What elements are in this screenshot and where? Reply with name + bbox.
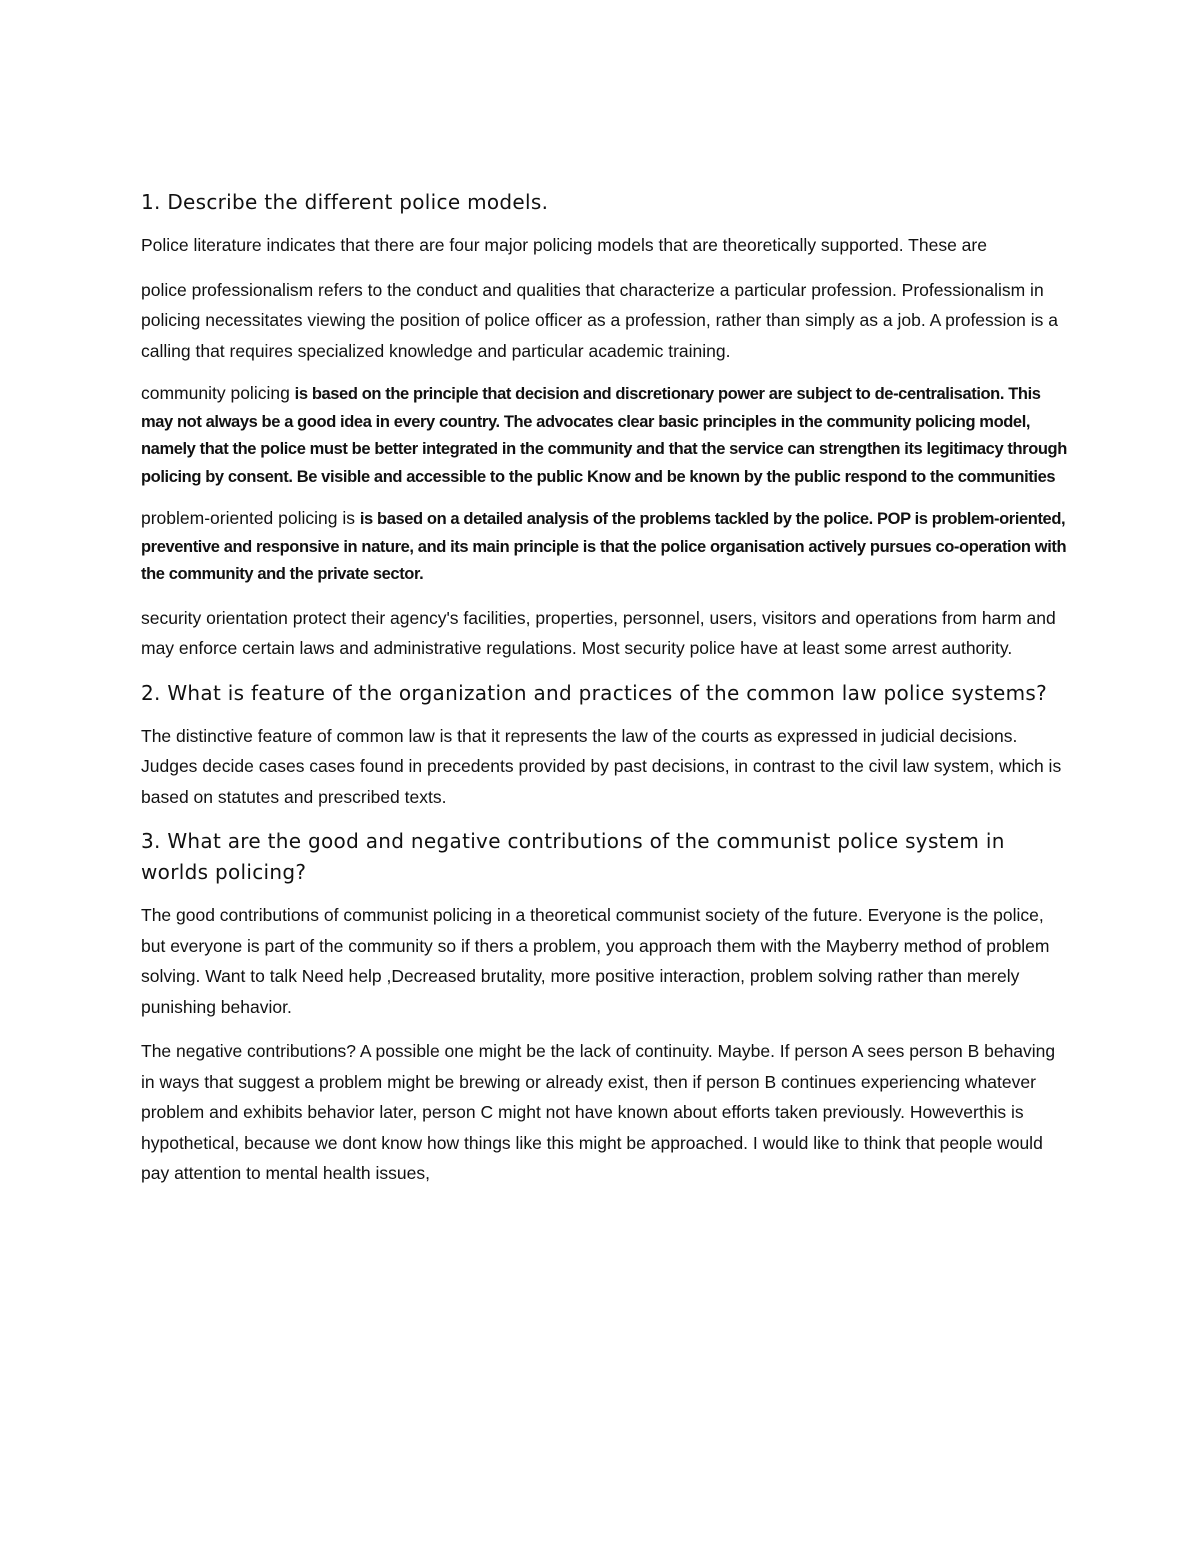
professionalism-paragraph: police professionalism refers to the conduct and qualities that characterize a particular profession. Professionalism in policing necessitates viewing the position of police officer as a profession, rather than simply as a job. A profession is a calling that requires specialized knowledge and particular academic training. [141, 279, 1058, 361]
document-body [141, 187, 1071, 1203]
community-policing-body: is based on the principle that decision and discretionary power are subject to de-centralisation. This may not always be a good idea in every country. The advocates clear basic principles in the community policing model, namely that the police must be better integrated in the community and that the service can strengthen its legitimacy through policing by consent. Be visible and accessible to the public Know and be known by the public respond to the communities [141, 385, 1067, 486]
community-policing-lead: community policing [141, 383, 295, 403]
problem-oriented-paragraph [141, 505, 1071, 589]
q3-good-paragraph: The good contributions of communist policing in a theoretical communist society of the future. Everyone is the police, but everyone is part of the community so if thers a problem, you approach them with the Mayberry method of problem solving. Want to talk Need help ,Decreased brutality, more positive interaction, problem solving rather than merely punishing behavior. [141, 905, 1050, 1017]
question-1-heading: 1. Describe the different police models. [141, 190, 549, 214]
q2-answer-paragraph: The distinctive feature of common law is that it represents the law of the courts as expressed in judicial decisions. Judges decide cases cases found in precedents provided by past decisions, in contrast to the civil law system, which is based on statutes and prescribed texts. [141, 725, 1062, 807]
security-orientation-paragraph: security orientation protect their agency's facilities, properties, personnel, users, visitors and operations from harm and may enforce certain laws and administrative regulations. Most security police have at least some arrest authority. [141, 607, 1056, 658]
question-3-heading: 3. What are the good and negative contributions of the communist police system in worlds policing? [141, 829, 1005, 884]
problem-oriented-lead: problem-oriented policing is [141, 508, 360, 528]
q3-negative-paragraph: The negative contributions? A possible one might be the lack of continuity. Maybe. If person A sees person B behaving in ways that suggest a problem might be brewing or already exist, then if person B continues experiencing whatever problem and exhibits behavior later, person C might not have known about efforts taken previously. Howeverthis is hypothetical, because we dont know how things like this might be approached. I would like to think that people would pay attention to mental health issues, [141, 1041, 1056, 1183]
question-2-heading: 2. What is feature of the organization and practices of the common law police systems? [141, 680, 1048, 705]
community-policing-paragraph [141, 380, 1071, 491]
q1-intro-paragraph: Police literature indicates that there are four major policing models that are theoretically supported. These are [141, 235, 987, 255]
problem-oriented-body: is based on a detailed analysis of the problems tackled by the police. POP is problem-oriented, preventive and responsive in nature, and its main principle is that the police organisation actively pursues co-operation with the community and the private sector. [141, 510, 1067, 583]
